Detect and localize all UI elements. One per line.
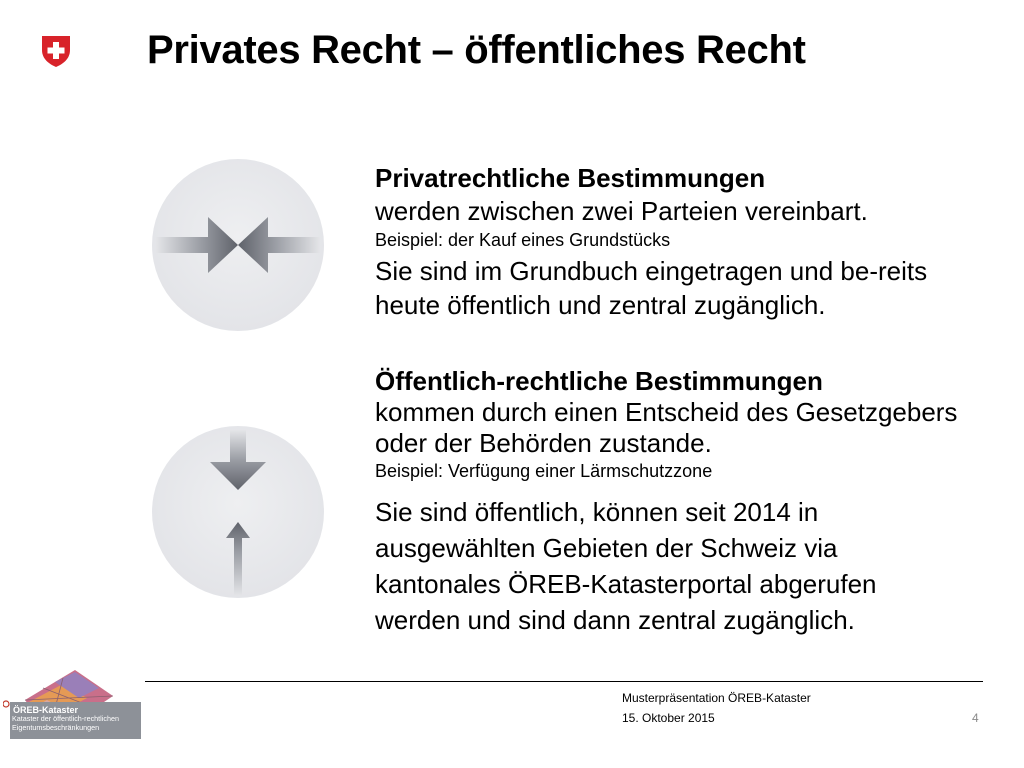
- public-law-availability: Sie sind öffentlich, können seit 2014 in ausgewählten Gebieten der Schweiz via kantonales ÖREB-Katasterportal abgerufen werden und sind dann zentral zugänglich.: [375, 497, 877, 635]
- footer-presentation-title: Musterpräsentation ÖREB-Kataster: [622, 691, 811, 705]
- converging-arrows-icon: [150, 157, 326, 333]
- private-law-section: [375, 162, 975, 322]
- public-law-heading: Öffentlich-rechtliche Bestimmungen: [375, 366, 823, 396]
- private-law-availability: Sie sind im Grundbuch eingetragen und be-reits heute öffentlich und zentral zugänglich.: [375, 256, 928, 320]
- vertical-arrows-icon: [150, 424, 326, 600]
- private-law-description: werden zwischen zwei Parteien vereinbart.: [375, 196, 868, 226]
- swiss-coat-of-arms-icon: [40, 34, 72, 68]
- slide-title: Privates Recht – öffentliches Recht: [147, 28, 806, 72]
- oereb-logo-subtitle: Kataster der öffentlich-rechtlichen Eigentumsbeschränkungen: [12, 715, 119, 732]
- private-law-heading: Privatrechtliche Bestimmungen: [375, 163, 766, 193]
- svg-text:ÖREB-Kataster: ÖREB-Kataster: [13, 705, 79, 715]
- public-law-example: Beispiel: Verfügung einer Lärmschutzzone: [375, 461, 713, 481]
- footer-divider: [145, 681, 983, 682]
- oereb-kataster-logo-icon: [3, 668, 143, 764]
- footer-date: 15. Oktober 2015: [622, 711, 715, 725]
- private-law-example: Beispiel: der Kauf eines Grundstücks: [375, 230, 671, 250]
- public-law-description: kommen durch einen Entscheid des Gesetzgebers oder der Behörden zustande.: [375, 397, 958, 458]
- public-law-section: [375, 365, 965, 638]
- page-number: 4: [972, 711, 979, 725]
